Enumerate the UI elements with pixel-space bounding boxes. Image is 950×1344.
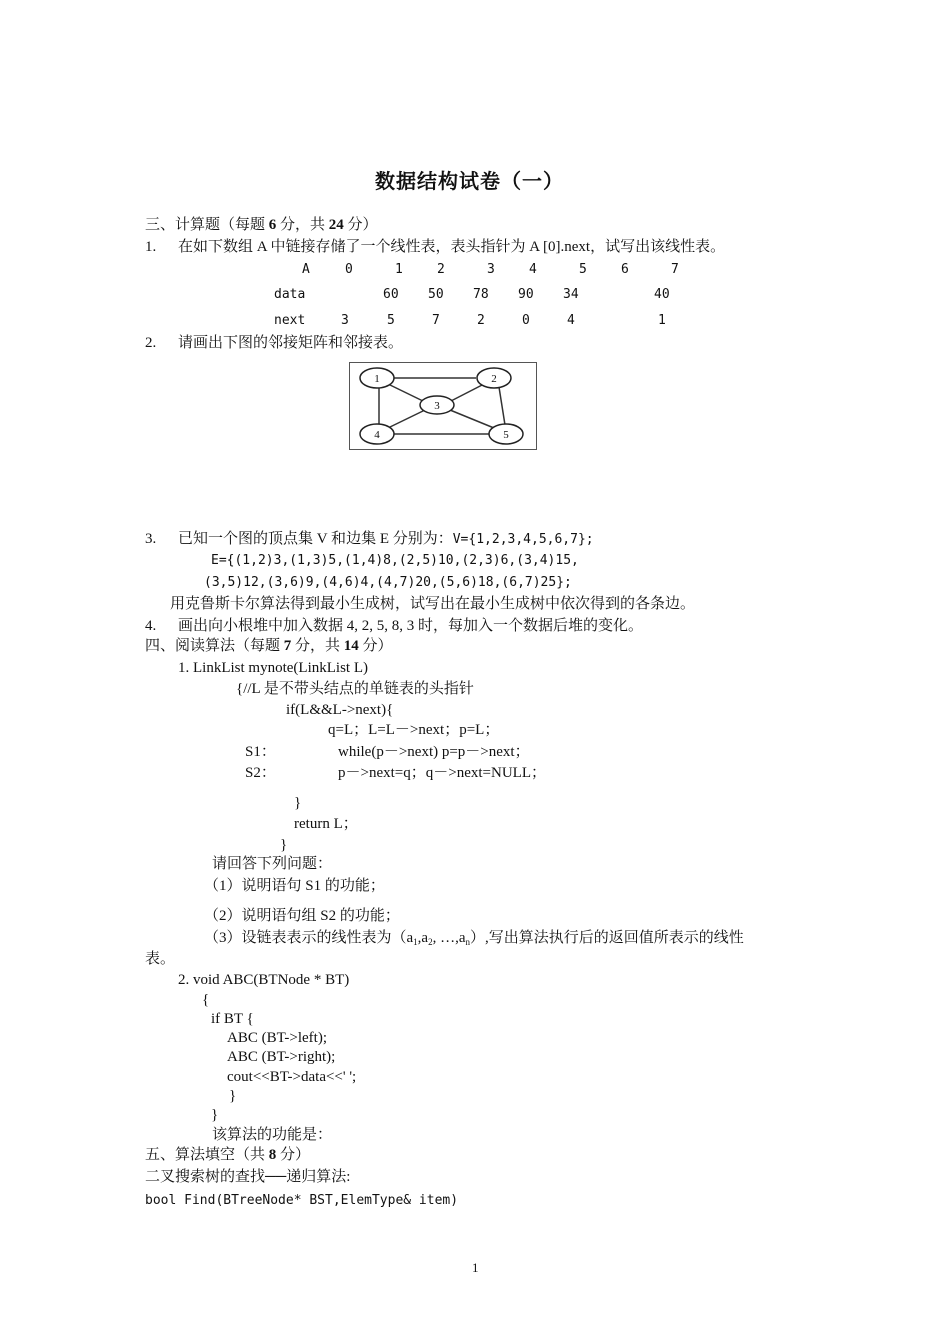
section-5-heading: [145, 1146, 310, 1164]
heading-text: 分）: [276, 1147, 311, 1163]
graph-edge: [388, 384, 425, 402]
table-cell: 6: [621, 262, 629, 277]
heading-text: 五、算法填空（共: [145, 1147, 269, 1163]
section-5-line: 二叉搜索树的查找──递归算法:: [145, 1169, 351, 1185]
table-cell: 3: [487, 262, 495, 277]
heading-points: 6: [268, 217, 277, 233]
sub-question: （1）说明语句 S1 的功能；: [204, 878, 385, 894]
table-cell: 60: [383, 287, 399, 302]
edge-set-line-2: (3,5)12,(3,6)9,(4,6)4,(4,7)20,(5,6)18,(6,7)25};: [204, 575, 572, 590]
graph-node-label: 2: [491, 373, 497, 385]
heading-text: 分，共: [276, 217, 329, 233]
heading-total: 8: [268, 1147, 277, 1163]
question-1-number: 1.: [145, 239, 157, 255]
statement-label: S1：: [245, 744, 276, 760]
table-cell: 78: [473, 287, 489, 302]
heading-text: 分）: [358, 638, 393, 654]
graph-figure: [349, 362, 537, 450]
code-line: if BT {: [211, 1011, 254, 1027]
question-2-text: 请画出下图的邻接矩阵和邻接表。: [178, 335, 404, 351]
code-line: {//L 是不带头结点的单链表的头指针: [236, 681, 474, 697]
graph-edge: [449, 383, 486, 402]
question-2-number: 2.: [145, 335, 157, 351]
table-cell: 7: [671, 262, 679, 277]
code-line: q=L；L=L－>next；p=L；: [328, 722, 500, 738]
table-cell: 7: [432, 313, 440, 328]
question-4-text: 画出向小根堆中加入数据 4, 2, 5, 8, 3 时，每加入一个数据后堆的变化。: [178, 618, 644, 634]
question-1-text: 在如下数组 A 中链接存储了一个线性表，表头指针为 A [0].next，试写出该线性表。: [178, 239, 726, 255]
question-4-number: 4.: [145, 618, 157, 634]
graph-node-label: 4: [374, 429, 380, 441]
table-cell: 4: [529, 262, 537, 277]
heading-text: 分，共: [291, 638, 344, 654]
table-cell: 3: [341, 313, 349, 328]
table-cell: 1: [658, 313, 666, 328]
table-cell: 0: [345, 262, 353, 277]
heading-text: 分）: [343, 217, 378, 233]
table-cell: A: [302, 262, 310, 277]
question-3-instruction: 用克鲁斯卡尔算法得到最小生成树，试写出在最小生成树中依次得到的各条边。: [170, 596, 696, 612]
heading-total: 14: [343, 638, 359, 654]
graph-edge: [499, 387, 505, 425]
table-cell: 4: [567, 313, 575, 328]
heading-total: 24: [328, 217, 344, 233]
sub-question-text: ,a: [417, 930, 429, 946]
code-line: }: [229, 1088, 237, 1104]
sub-question-prompt: 该算法的功能是：: [212, 1127, 333, 1143]
code-line: ABC (BT->left);: [227, 1030, 327, 1046]
graph-node-label: 5: [503, 429, 509, 441]
code-line: {: [202, 992, 210, 1008]
code-line: }: [211, 1107, 219, 1123]
table-cell: 34: [563, 287, 579, 302]
code-line: p－>next=q；q－>next=NULL；: [338, 765, 546, 781]
table-cell: 5: [387, 313, 395, 328]
code-line: }: [280, 837, 288, 853]
sub-question: [204, 929, 744, 951]
statement-label: S2：: [245, 765, 276, 781]
graph-node-label: 3: [434, 400, 440, 412]
sub-question-text: （3）设链表表示的线性表为（a: [204, 930, 414, 946]
page-number: 1: [472, 1260, 479, 1275]
code-line: return L；: [294, 816, 358, 832]
table-cell: 90: [518, 287, 534, 302]
algorithm-1-signature: 1. LinkList mynote(LinkList L): [178, 660, 368, 676]
table-cell: 5: [579, 262, 587, 277]
graph-edge: [390, 410, 425, 427]
code-line: while(p－>next) p=p－>next；: [338, 744, 530, 760]
table-cell: 2: [437, 262, 445, 277]
sub-question-prompt: 请回答下列问题：: [212, 856, 333, 872]
table-row-label: data: [274, 287, 306, 302]
graph-node-label: 1: [374, 373, 380, 385]
heading-points: 7: [283, 638, 292, 654]
question-3-number: 3.: [145, 531, 157, 547]
code-line: }: [294, 795, 302, 811]
algorithm-2-signature: 2. void ABC(BTNode * BT): [178, 972, 350, 988]
table-cell: 0: [522, 313, 530, 328]
sub-question-text: ）,写出算法执行后的返回值所表示的线性: [470, 930, 744, 946]
page-title: 数据结构试卷（一）: [375, 169, 564, 193]
vertex-set: V={1,2,3,4,5,6,7};: [452, 532, 594, 547]
sub-question: （2）说明语句组 S2 的功能；: [204, 908, 400, 924]
section-3-heading: [145, 216, 378, 234]
subscript: 1: [413, 937, 418, 947]
code-line: ABC (BT->right);: [227, 1049, 336, 1065]
table-cell: 50: [428, 287, 444, 302]
code-line: cout<<BT->data<<' ';: [227, 1069, 357, 1085]
heading-text: 四、阅读算法（每题: [145, 638, 284, 654]
question-3-text: [178, 530, 594, 549]
subscript: 2: [428, 937, 433, 947]
code-line: if(L&&L->next){: [286, 702, 394, 718]
heading-text: 三、计算题（每题: [145, 217, 269, 233]
table-row-label: next: [274, 313, 306, 328]
sub-question-wrap: 表。: [145, 951, 176, 967]
section-4-heading: [145, 637, 393, 655]
table-cell: 2: [477, 313, 485, 328]
graph-svg: [350, 363, 536, 449]
graph-edge: [450, 410, 494, 428]
code-line: bool Find(BTreeNode* BST,ElemType& item): [145, 1193, 459, 1208]
edge-set-line-1: E={(1,2)3,(1,3)5,(1,4)8,(2,5)10,(2,3)6,(3,4)15,: [211, 553, 579, 568]
question-3-intro: 已知一个图的顶点集 V 和边集 E 分别为：: [178, 531, 453, 547]
subscript: n: [465, 937, 471, 947]
table-cell: 1: [395, 262, 403, 277]
sub-question-text: , …,a: [432, 930, 466, 946]
table-cell: 40: [654, 287, 670, 302]
